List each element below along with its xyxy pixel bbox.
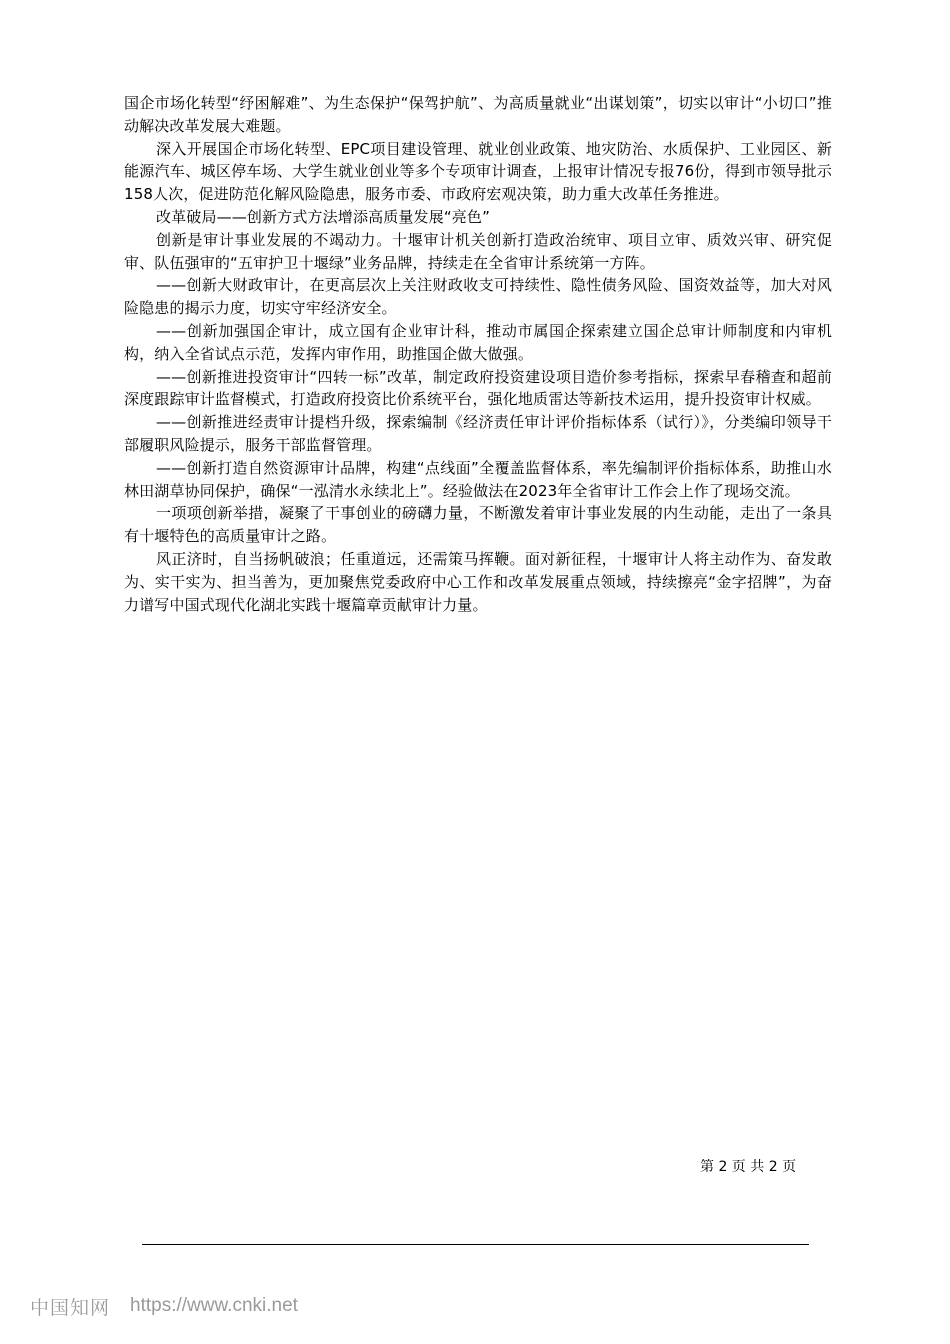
body-paragraph: 创新是审计事业发展的不竭动力。十堰审计机关创新打造政治统审、项目立审、质效兴审、研究促审、队伍强审的“五审护卫十堰绿”业务品牌，持续走在全省审计系统第一方阵。 [124, 230, 832, 272]
footer-divider [142, 1244, 809, 1245]
cnki-watermark [30, 1293, 298, 1319]
document-body [124, 92, 832, 616]
cnki-logo: 中国知网 [30, 1296, 111, 1319]
body-paragraph: ——创新大财政审计，在更高层次上关注财政收支可持续性、隐性债务风险、国资效益等，加大对风险隐患的揭示力度，切实守牢经济安全。 [124, 276, 832, 318]
body-paragraph: 改革破局——创新方式方法增添高质量发展“亮色” [156, 207, 490, 226]
body-paragraph: ——创新打造自然资源审计品牌，构建“点线面”全覆盖监督体系，率先编制评价指标体系，助推山水林田湖草协同保护，确保“一泓清水永续北上”。经验做法在2023年全省审计工作会上作了现场交流。 [124, 458, 832, 500]
body-paragraph: ——创新推进投资审计“四转一标”改革，制定政府投资建设项目造价参考指标，探索早春稽查和超前深度跟踪审计监督模式，打造政府投资比价系统平台，强化地质雷达等新技术运用，提升投资审计权威。 [124, 367, 832, 409]
body-paragraph: 风正济时，自当扬帆破浪；任重道远，还需策马挥鞭。面对新征程，十堰审计人将主动作为、奋发敢为、实干实为、担当善为，更加聚焦党委政府中心工作和改革发展重点领域，持续擦亮“金字招牌”，为奋力谱写中国式现代化湖北实践十堰篇章贡献审计力量。 [124, 549, 832, 614]
cnki-url: https://www.cnki.net [130, 1295, 298, 1316]
body-paragraph: 国企市场化转型“纾困解难”、为生态保护“保驾护航”、为高质量就业“出谋划策”，切实以审计“小切口”推动解决改革发展大难题。 [124, 94, 832, 135]
body-paragraph: 深入开展国企市场化转型、EPC项目建设管理、就业创业政策、地灾防治、水质保护、工业园区、新能源汽车、城区停车场、大学生就业创业等多个专项审计调查，上报审计情况专报76份，得到市领导批示158人次，促进防范化解风险隐患，服务市委、市政府宏观决策，助力重大改革任务推进。 [124, 139, 832, 204]
page-number: 第 2 页 共 2 页 [700, 1159, 797, 1175]
body-paragraph: 一项项创新举措，凝聚了干事创业的磅礴力量，不断激发着审计事业发展的内生动能，走出了一条具有十堰特色的高质量审计之路。 [124, 504, 832, 546]
body-paragraph: ——创新加强国企审计，成立国有企业审计科，推动市属国企探索建立国企总审计师制度和内审机构，纳入全省试点示范，发挥内审作用，助推国企做大做强。 [124, 321, 832, 363]
body-paragraph: ——创新推进经责审计提档升级，探索编制《经济责任审计评价指标体系（试行）》，分类编印领导干部履职风险提示，服务干部监督管理。 [124, 413, 832, 454]
